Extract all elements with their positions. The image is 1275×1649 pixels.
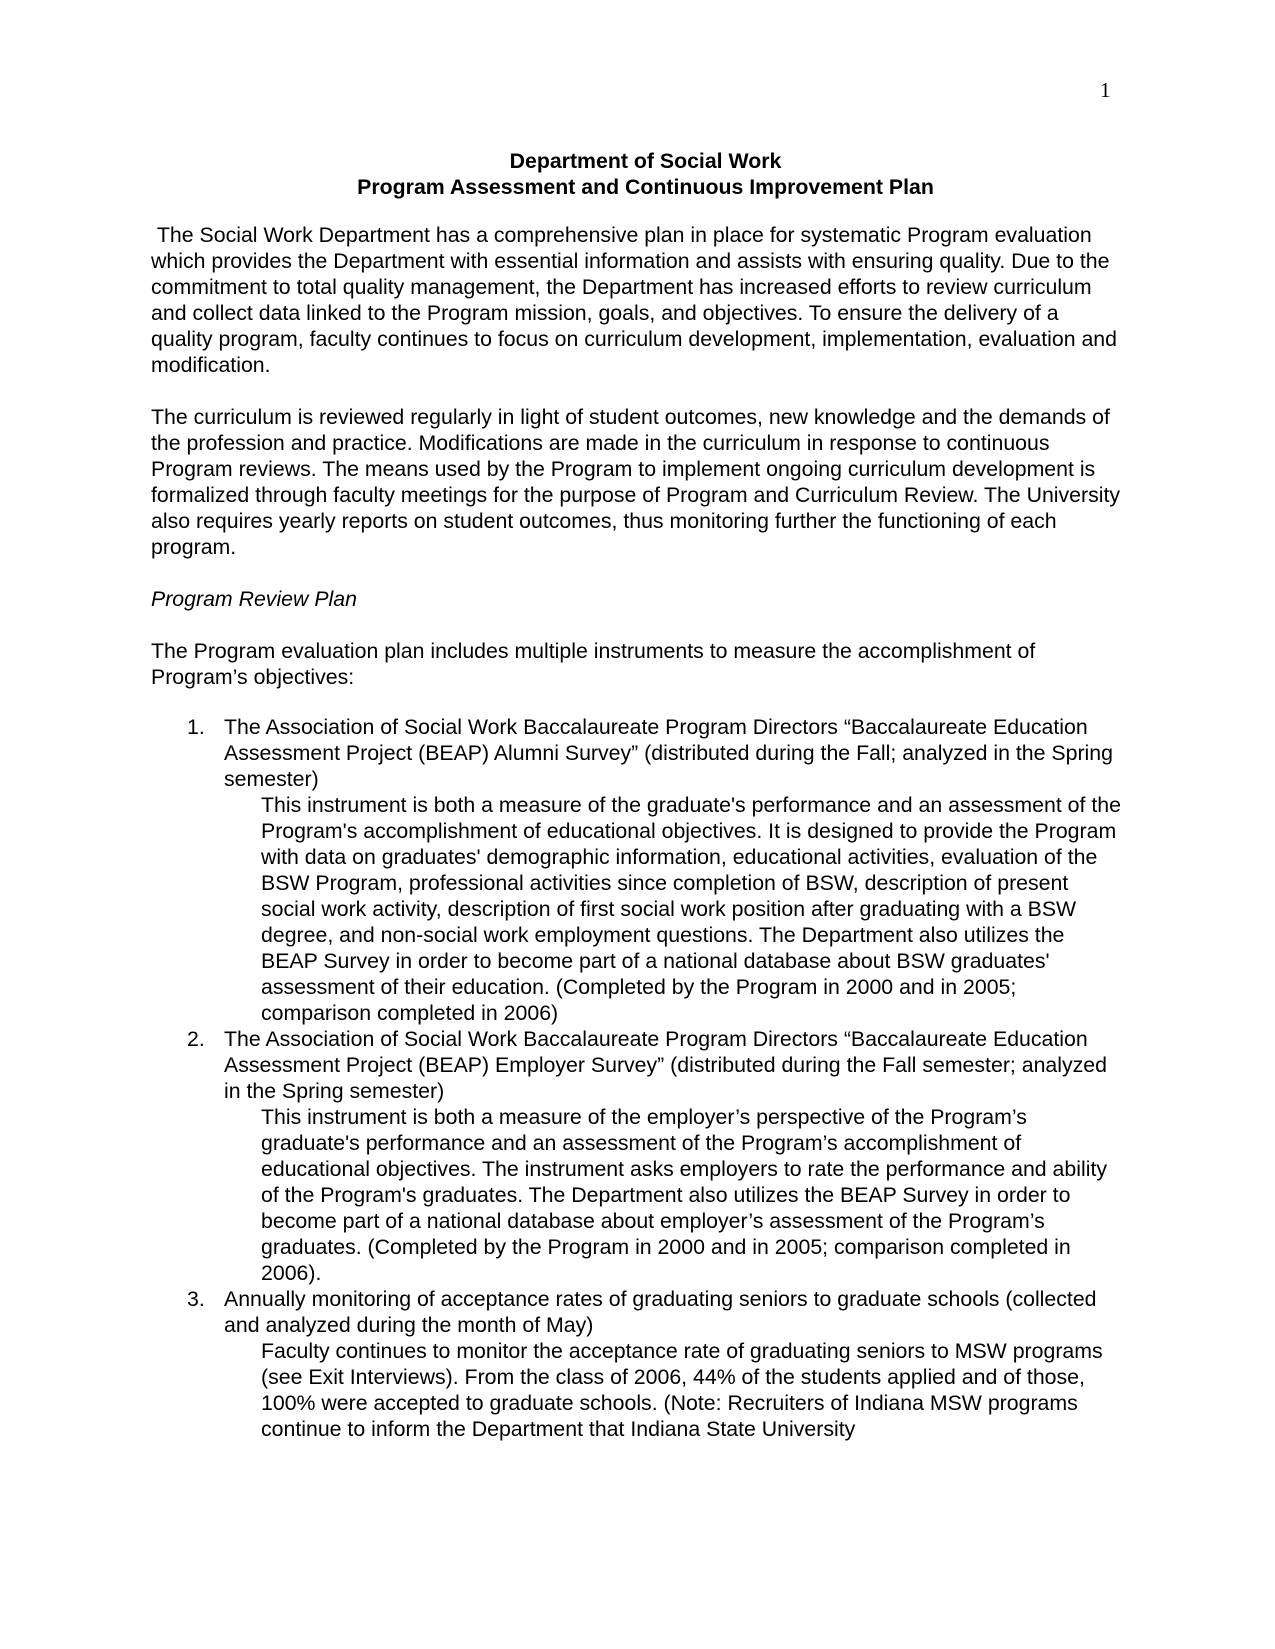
evaluation-intro: The Program evaluation plan includes multiple instruments to measure the accomplishment of Program’s objectives: [151, 639, 1036, 689]
document-body [151, 148, 1126, 1442]
list-item-title: The Association of Social Work Baccalaureate Program Directors “Baccalaureate Education Assessment Project (BEAP) Alumni Survey” (distributed during the Fall; analyzed in the Spring semester) [224, 715, 1113, 791]
list-item-title: The Association of Social Work Baccalaureate Program Directors “Baccalaureate Education Assessment Project (BEAP) Employer Survey” (distributed during the Fall semester; analyzed in the Spring semester) [224, 1027, 1107, 1103]
list-item-title: Annually monitoring of acceptance rates of graduating seniors to graduate schools (collected and analyzed during the month of May) [224, 1287, 1097, 1337]
list-item [151, 1026, 1126, 1286]
list-item-description: Faculty continues to monitor the acceptance rate of graduating seniors to MSW programs (see Exit Interviews). From the class of 2006, 44% of the students applied and of those, 100% were accepted to graduate schools. (Note: Recruiters of Indiana MSW programs continue to inform the Department that Indiana State University [261, 1339, 1103, 1441]
document-title [165, 148, 1126, 200]
list-item-description: This instrument is both a measure of the graduate's performance and an assessment of the Program's accomplishment of educational objectives. It is designed to provide the Program with data on graduates' demographic information, educational activities, evaluation of the BSW Program, professional activities since completion of BSW, description of present social work activity, description of first social work position after graduating with a BSW degree, and non-social work employment questions. The Department also utilizes the BEAP Survey in order to become part of a national database about BSW graduates' assessment of their education. (Completed by the Program in 2000 and in 2005; comparison completed in 2006) [261, 793, 1121, 1025]
title-line-1: Department of Social Work [509, 149, 782, 173]
section-heading: Program Review Plan [151, 587, 357, 611]
paragraph-curriculum: The curriculum is reviewed regularly in light of student outcomes, new knowledge and the demands of the profession and practice. Modifications are made in the curriculum in response to continuous Program reviews. The means used by the Program to implement ongoing curriculum development is formalized through faculty meetings for the purpose of Program and Curriculum Review. The University also requires yearly reports on student outcomes, thus monitoring further the functioning of each program. [151, 405, 1121, 559]
list-item [151, 1286, 1126, 1442]
list-item [151, 714, 1126, 1026]
instrument-list [151, 714, 1126, 1442]
title-line-2: Program Assessment and Continuous Improvement Plan [357, 175, 934, 199]
list-item-number: 1. [187, 715, 205, 739]
paragraph-intro: The Social Work Department has a comprehensive plan in place for systematic Program evaluation which provides the Department with essential information and assists with ensuring quality. Due to the commitment to total quality management, the Department has increased efforts to review curriculum and collect data linked to the Program mission, goals, and objectives. To ensure the delivery of a quality program, faculty continues to focus on curriculum development, implementation, evaluation and modification. [151, 223, 1123, 377]
list-item-description: This instrument is both a measure of the employer’s perspective of the Program’s graduate's performance and an assessment of the Program’s accomplishment of educational objectives. The instrument asks employers to rate the performance and ability of the Program's graduates. The Department also utilizes the BEAP Survey in order to become part of a national database about employer’s assessment of the Program’s graduates. (Completed by the Program in 2000 and in 2005; comparison completed in 2006). [261, 1105, 1108, 1285]
page-number: 1 [1100, 78, 1111, 102]
list-item-number: 3. [187, 1287, 205, 1311]
list-item-number: 2. [187, 1027, 205, 1051]
